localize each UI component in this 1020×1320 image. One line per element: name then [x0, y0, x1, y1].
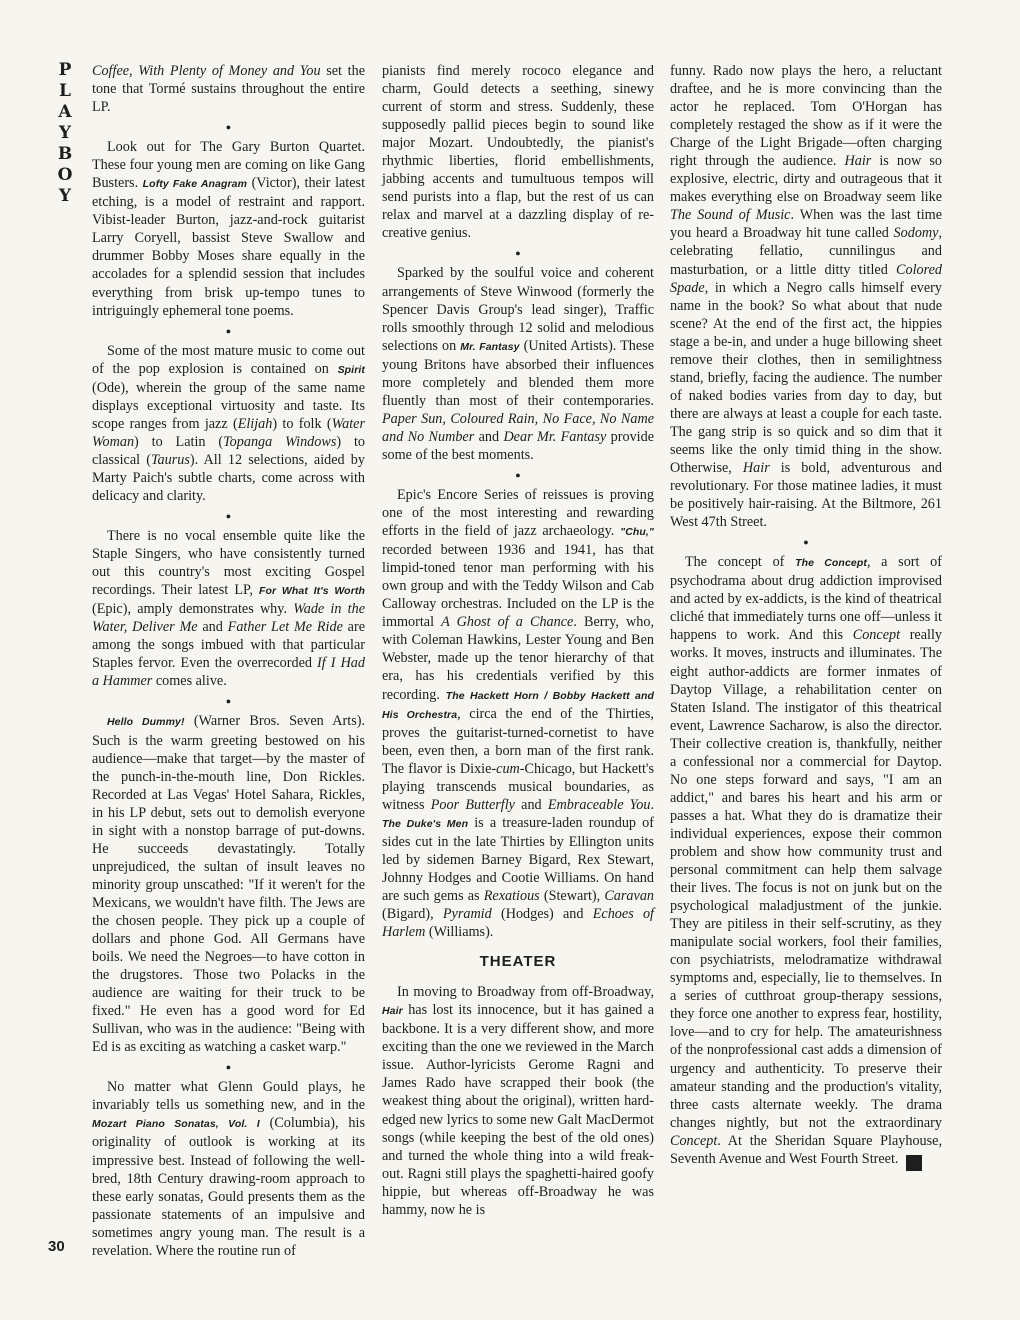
work-title: Poor Butterfly [430, 796, 515, 813]
text-run: . When was the last time you heard a Broadway hit tune called [670, 207, 942, 242]
masthead-letter: L [59, 81, 71, 101]
text-run: . At the Sheridan Square Playhouse, Seventh Avenue and West Fourth Street. [670, 1132, 942, 1167]
text-run: funny. Rado now plays the hero, a reluctant draftee, and he is more convincing than the actor he replaced. Tom O'Horgan has completely restaged the show as if it were the Charge of the Light Brigade—often charging right through the audience. [670, 63, 942, 170]
text-run: (Ode), wherein the group of the same name displays exceptional virtuosity and taste. Its scope ranges from jazz ( [92, 379, 365, 432]
record-title: For What It's Worth [259, 585, 365, 598]
paragraph [92, 527, 365, 690]
record-title: The Hackett Horn / Bobby Hackett and His Orchestra [382, 689, 654, 721]
text-run: (Hodges) and [491, 906, 593, 923]
text-run: (Stewart), [539, 888, 605, 905]
masthead-letter: Y [58, 186, 72, 206]
column-3 [670, 62, 942, 1171]
paragraph [670, 62, 942, 531]
text-run: No matter what Glenn Gould plays, he invariably tells us something new, and in the [92, 1079, 365, 1114]
masthead-letter: A [58, 102, 72, 122]
masthead-letter: O [57, 165, 73, 185]
work-title: cum [496, 760, 520, 777]
work-title: Hair [844, 153, 872, 170]
work-title: A Ghost of a Chance [441, 614, 574, 631]
section-bullet: ● [225, 325, 232, 336]
text-run: (Williams). [425, 924, 494, 941]
text-run: -Chicago, but Hackett's playing transcends musical boundaries, as witness [382, 760, 655, 813]
work-title: Embraceable You [547, 796, 651, 813]
work-title: Concept [852, 627, 901, 644]
text-run: comes alive. [152, 673, 227, 690]
text-run: ). All 12 selections, aided by Marty Paich's subtle charts, come across with delicacy and clarity. [92, 451, 365, 504]
paragraph [92, 342, 365, 505]
text-run: recorded between 1936 and 1941, has that limpid-toned tenor man performing with his own group and with the Teddy Wilson and Cab Calloway orchestras. Included on the LP is the immortal [382, 542, 654, 631]
work-title: Echoes of Harlem [382, 906, 654, 941]
work-title: Father Let Me Ride [227, 619, 343, 636]
work-title: Dear Mr. Fantasy [503, 428, 607, 445]
work-title: Taurus [150, 451, 190, 468]
text-run: Epic's Encore Series of reissues is proving one of the most interesting and rewarding efforts in the field of jazz archaeology. [382, 486, 654, 540]
work-title: Colored Spade [670, 261, 942, 296]
work-title: If I Had a Hammer [92, 655, 365, 690]
text-run: Some of the most mature music to come out of the pop explosion is contained on [92, 342, 365, 377]
record-title: Mr. Fantasy [460, 340, 520, 353]
work-title: Pyramid [442, 906, 492, 923]
text-run: (Victor), their latest etching, is a model of restraint and rapport. Vibist-leader Burton, jazz-and-rock guitarist Larry Coryell, bassist Steve Swallow and drummer Bobby Moses share equally in the accolades for a splendid session that includes everything from brisk up-tempo tunes to intriguingly ephemeral tone poems. [92, 175, 366, 319]
text-run: is now so explosive, electric, dirty and outrageous that it makes everything else on Broadway seem like [670, 153, 942, 206]
text-run: , in which a Negro calls himself every name in the book? So what about that nude scene? At the end of the first act, the hippies stage a be-in, and under a huge billowing sheet remove their clothes, then in semilightness stand, briefly, facing the audience. The number of naked bodies varies from day to day, but there are always at least a couple for each taste. The gang strip is so quick and so dim that it seems like the only timid thing in the show. Otherwise, [670, 279, 942, 477]
work-title: Rexatious [483, 888, 540, 905]
text-run: The concept of [685, 554, 796, 571]
work-title: Caravan [604, 888, 654, 905]
paragraph [92, 1078, 365, 1259]
record-title: Lofty Fake Anagram [142, 178, 248, 191]
text-run: (Bigard), [382, 906, 443, 923]
paragraph [92, 712, 365, 1056]
column-2 [382, 62, 654, 1219]
text-run: and [514, 796, 548, 813]
record-title: Hello Dummy! [107, 716, 185, 729]
work-title: Elijah [237, 415, 273, 432]
text-run: Look out for The Gary Burton Quartet. These four young men are coming on like Gang Busters. [92, 139, 365, 192]
text-run: provide some of the best moments. [382, 428, 654, 463]
section-bullet: ● [515, 248, 521, 259]
record-title: Mozart Piano Sonatas, Vol. I [92, 1118, 260, 1131]
section-bullet: ● [225, 696, 232, 707]
section-bullet: ● [803, 537, 809, 548]
end-mark-icon: r [906, 1155, 922, 1171]
text-run: pianists find merely rococo elegance and charm, Gould detects a seething, sinewy current of storm and stress. Suddenly, these supposedly pallid pieces begin to sound like major Mozart. Undoubtedly, the pianist's rhythmic liberties, florid embellishments, jabbing accents and tumultuous tempos will send purists into a flap, but the rest of us can relax and marvel at a dazzling display of re-creative genius. [382, 63, 654, 242]
text-run: are among the songs imbued with that particular Staples fervor. Even the overrecorded [92, 619, 365, 672]
text-run: really works. It moves, instructs and illuminates. The eight author-addicts are former inmates of Daytop Village, a rehabilitation center on Staten Island. The instigator of this theatrical event, Lawrence Sacharow, is also the director. Their collective creation is, thankfully, neither a confessional nor a commercial for Daytop. No one steps forward and says, "I am an addict," and bares his heart and his arm or passes a hat. What they do is dramatize their individual experiences, expose their common problem and show how community trust and personal commitment can help them salvage their lives. The focus is not on junk but on the psychological maladjustment of the junkie. They are pitiless in their self-scrutiny, as they manipulate social workers, fool their families, con psychiatrists, melodramatize withdrawal symptoms and, especially, lie to themselves. In a series of cutthroat group-therapy sessions, they force one another to express fear, hostility, love—and to cry for help. The amateurishness of the nonprofessional cast adds a dimension of urgency and authenticity. To preserve their amateur standing and the production's vitality, three casts alternate weekly. The drama changes nightly, but not the extraordinary [670, 627, 942, 1131]
record-title: The Duke's Men [382, 817, 469, 830]
text-run: ) to folk ( [272, 415, 332, 432]
text-run: set the tone that Tormé sustains throughout the entire LP. [92, 63, 365, 116]
text-run: is a treasure-laden roundup of sides cut in the late Thirties by Ellington units led by sidemen Barney Bigard, Rex Stewart, Johnny Hodges and Cootie Williams. On hand are such gems as [382, 814, 654, 905]
section-bullet: ● [225, 1062, 232, 1073]
text-run: and [474, 428, 504, 445]
record-title: Spirit [337, 363, 365, 376]
text-run: (United Artists). These young Britons have absorbed their influences more completely and blended them more fluently than most of their contemporaries. [382, 337, 654, 409]
text-run: , a sort of psychodrama about drug addiction improvised and acted by ex-addicts, is the kind of theatrical cliché that immediately turns one off—unless it happens to work. And this [670, 554, 942, 644]
work-title: Hair [742, 460, 770, 477]
magazine-masthead [56, 60, 74, 207]
paragraph [382, 264, 654, 464]
theater-heading: THEATER [479, 953, 557, 971]
work-title: Sodomy [893, 225, 939, 242]
text-run: There is no vocal ensemble quite like the Staple Singers, who have consistently turned out this country's most exciting Gospel recordings. Their latest LP, [92, 528, 365, 599]
masthead-letter: Y [58, 123, 72, 143]
text-run: , circa the end of the Thirties, proves the guitarist-turned-cornetist to have been, even then, a born man of the first rank. The flavor is Dixie- [382, 705, 654, 777]
paragraph [382, 486, 654, 941]
paragraph [670, 553, 942, 1171]
text-run: has lost its innocence, but it has gained a backbone. It is a very different show, and more exciting than the one we reviewed in the March issue. Author-lyricists Gerome Ragni and James Rado have scrapped their book (the weakest thing about the original), written hard-edged new lyrics to some new Galt MacDermot songs (while keeping the best of the old ones) and turned the whole thing into a wild freak-out. Ragni still plays the spaghetti-haired goofy hippie, but whereas off-Broadway he was hammy, now he is [382, 1002, 654, 1218]
record-title: "Chu," [620, 526, 654, 539]
record-title: The Concept [795, 557, 867, 570]
text-run: is bold, adventurous and revolutionary. For those matinee ladies, it must be positively hair-raising. At the Biltmore, 261 West 47th Street. [670, 460, 943, 531]
work-title: Topanga Windows [223, 433, 337, 450]
text-run: and [197, 619, 228, 636]
work-title: Water Woman [92, 415, 365, 450]
text-run: In moving to Broadway from off-Broadway, [397, 984, 654, 1001]
paragraph [92, 138, 365, 319]
paragraph [382, 983, 654, 1219]
page-number: 30 [48, 1238, 65, 1255]
section-bullet: ● [515, 469, 521, 480]
work-title: The Sound of Music [670, 207, 791, 224]
record-title: Hair [382, 1005, 403, 1018]
paragraph [92, 62, 365, 116]
masthead-letter: B [57, 144, 73, 164]
masthead-letter: P [58, 60, 72, 80]
work-title: Coffee, With Plenty of Money and You [92, 63, 321, 79]
text-run: . [650, 796, 654, 813]
section-bullet: ● [225, 122, 232, 133]
text-run: (Warner Bros. Seven Arts). Such is the warm greeting bestowed on his audience—make that target—by the master of the punch-in-the-mouth line, Don Rickles. Recorded at Las Vegas' Hotel Sahara, Rickles, in his LP debut, sets out to demolish everyone in sight with a nonstop barrage of put-downs. He succeeds devastatingly. Totally unprejudiced, the sultan of insult leaves no minority group unscathed: "If it weren't for the Mexicans, we wouldn't have filth. The Jews are the chosen people. They pick up a couple of dollars and phone God. All Germans have boils. We need the Negroes—to have cotton in the drugstores. Those two Polacks in the audience are waiting for their truck to be fixed." He even has a good word for Ed Sullivan, who was in the audience: "Being with Ed is as exciting as watching a casket warp." [92, 713, 366, 1056]
column-1 [92, 62, 365, 1260]
text-run: (Epic), amply demonstrates why. [92, 601, 294, 618]
section-bullet: ● [225, 511, 232, 522]
text-run: ) to classical ( [92, 433, 365, 468]
paragraph [382, 62, 654, 242]
text-run: . Berry, who, with Coleman Hawkins, Lester Young and Ben Webster, made up the tenor hierarchy of that era, has his credentials verified by this recording. [382, 614, 654, 703]
text-run: (Columbia), his originality of outlook is working at its impressive best. Instead of following the well-bred, 18th Century drawing-room approach to these early sonatas, Gould presents them as the passionate statements of an impulsive and sometimes angry young man. The result is a revelation. Where the routine run of [92, 1115, 365, 1259]
text-run: ) to Latin ( [134, 433, 224, 450]
text-run: , celebrating fellatio, cunnilingus and masturbation, or a little ditty titled [670, 225, 942, 278]
work-title: Concept [670, 1132, 718, 1149]
work-title: Paper Sun, Coloured Rain, No Face, No Name and No Number [382, 410, 654, 445]
work-title: Wade in the Water, Deliver Me [92, 601, 366, 636]
text-run: Sparked by the soulful voice and coherent arrangements of Steve Winwood (formerly the Spencer Davis Group's lead singer), Traffic rolls smoothly through 12 solid and melodious selections on [382, 265, 654, 354]
